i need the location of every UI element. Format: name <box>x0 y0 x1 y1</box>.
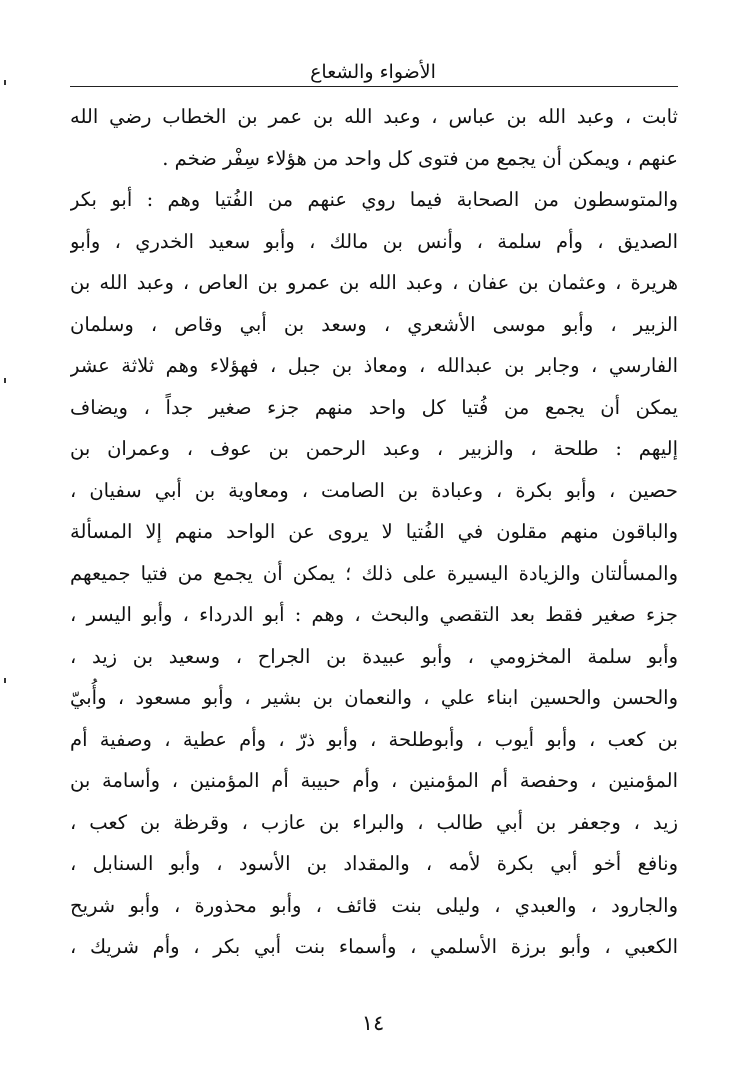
text-line: وأبو سلمة المخزومي ، وأبو عبيدة بن الجراح ، وسعيد بن زيد ، <box>70 644 678 668</box>
text-line: حصين ، وأبو بكرة ، وعبادة بن الصامت ، ومعاوية بن أبي سفيان ، <box>70 478 678 502</box>
text-line: والباقون منهم مقلون في الفُتيا لا يروى عن الواحد منهم إلا المسألة <box>70 520 678 543</box>
text-line: عنهم ، ويمكن أن يجمع من فتوى كل واحد من هؤلاء سِفْر ضخم . <box>162 146 678 170</box>
text-line: الصديق ، وأم سلمة ، وأنس بن مالك ، وأبو سعيد الخدري ، وأبو <box>70 229 678 253</box>
text-line: والمتوسطون من الصحابة فيما روي عنهم من الفُتيا وهم : أبو بكر <box>70 188 678 211</box>
running-header-title: الأضواء والشعاع <box>310 61 436 83</box>
text-line: زيد ، وجعفر بن أبي طالب ، والبراء بن عازب ، وقرظة بن كعب ، <box>70 810 678 834</box>
page-number: ١٤ <box>361 1011 385 1035</box>
text-line: الزبير ، وأبو موسى الأشعري ، وسعد بن أبي وقاص ، وسلمان <box>70 312 678 336</box>
text-line: الفارسي ، وجابر بن عبدالله ، ومعاذ بن جبل ، فهؤلاء وهم ثلاثة عشر <box>70 354 678 377</box>
text-line: ونافع أخو أبي بكرة لأمه ، والمقداد بن الأسود ، وأبو السنابل ، <box>70 852 678 875</box>
text-line: ثابت ، وعبد الله بن عباس ، وعبد الله بن عمر بن الخطاب رضي الله <box>70 105 678 128</box>
margin-mark <box>4 378 6 383</box>
text-line: جزء صغير فقط بعد التقصي والبحث ، وهم : أبو الدرداء ، وأبو اليسر ، <box>70 603 678 626</box>
text-line: هريرة ، وعثمان بن عفان ، وعبد الله بن عمرو بن العاص ، وعبد الله بن <box>70 271 678 294</box>
text-line: بن كعب ، وأبو أيوب ، وأبوطلحة ، وأبو ذرّ ، وأم عطية ، وصفية أم <box>70 727 678 751</box>
text-line: إليهم : طلحة ، والزبير ، وعبد الرحمن بن عوف ، وعمران بن <box>70 437 678 460</box>
text-line: يمكن أن يجمع من فُتيا كل واحد منهم جزء صغير جداً ، ويضاف <box>70 395 678 419</box>
text-line: الكعبي ، وأبو برزة الأسلمي ، وأسماء بنت أبي بكر ، وأم شريك ، <box>70 935 678 958</box>
text-line: والحسن والحسين ابناء علي ، والنعمان بن بشير ، وأبو مسعود ، وأُبيّ <box>70 686 678 709</box>
text-line: والجارود ، والعبدي ، وليلى بنت قائف ، وأبو محذورة ، وأبو شريح <box>70 893 678 917</box>
body-text <box>70 96 678 968</box>
text-line: والمسألتان والزيادة اليسيرة على ذلك ؛ يمكن أن يجمع من فتيا جميعهم <box>70 561 678 585</box>
margin-mark <box>4 678 6 683</box>
header-divider <box>70 86 678 87</box>
text-line: المؤمنين ، وحفصة أم المؤمنين ، وأم حبيبة أم المؤمنين ، وأسامة بن <box>70 769 678 792</box>
